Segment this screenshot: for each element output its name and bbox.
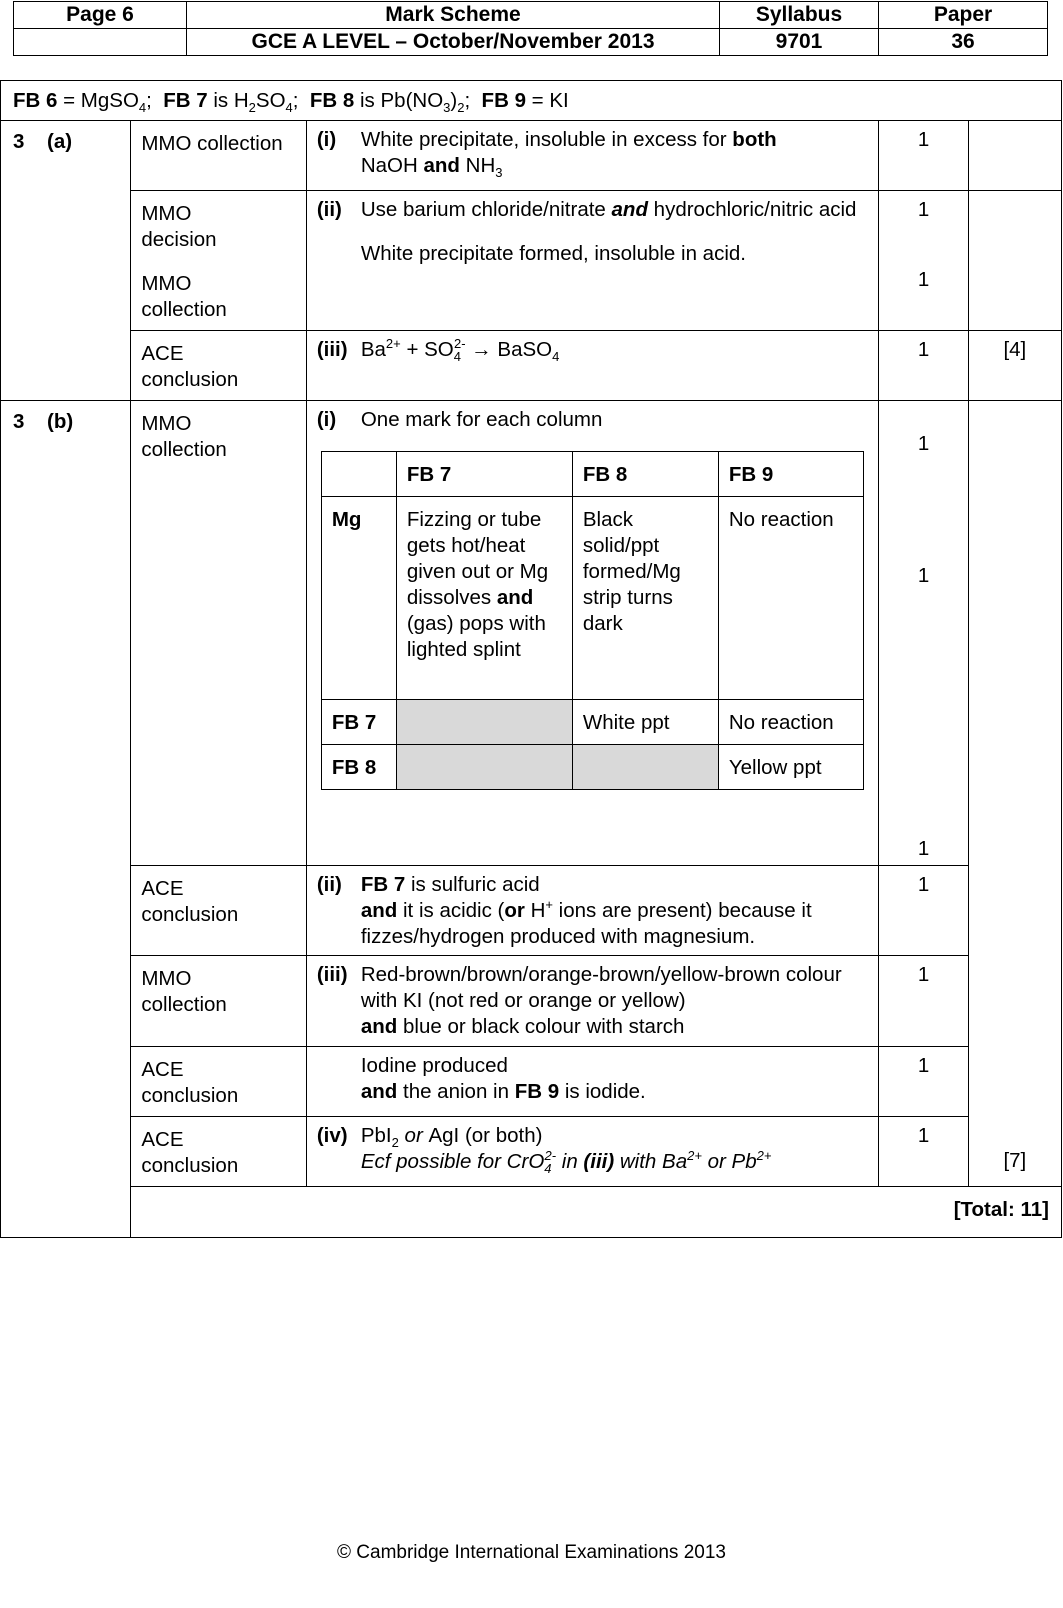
emphasis: (iii) bbox=[583, 1150, 615, 1173]
answer-text: the anion in bbox=[397, 1080, 515, 1103]
answer-text: NH bbox=[459, 154, 496, 177]
answer-3b-i bbox=[306, 401, 879, 866]
emphasis: FB 7 bbox=[360, 873, 406, 896]
mark: 1 bbox=[917, 564, 930, 587]
mark: 1 bbox=[879, 866, 968, 956]
cell-mg-fb8: Black solid/ppt formed/Mg strip turns dark bbox=[572, 497, 718, 700]
skill-label-text: ACE conclusion bbox=[141, 1058, 239, 1107]
question-3a bbox=[1, 121, 131, 401]
answer-text: Iodine produced bbox=[360, 1054, 508, 1077]
doc-title: Mark Scheme bbox=[187, 2, 720, 29]
total-cell bbox=[968, 401, 1061, 1187]
paper-label: Paper bbox=[879, 2, 1048, 29]
observations-table bbox=[321, 451, 864, 790]
question-part: (a) bbox=[47, 130, 73, 153]
copyright-footer: © Cambridge International Examinations 2013 bbox=[337, 1542, 726, 1563]
skill-label bbox=[131, 331, 306, 401]
header-table bbox=[13, 1, 1048, 56]
part-label: (iii) bbox=[316, 338, 348, 361]
answer-text: in bbox=[556, 1150, 584, 1173]
corner-cell bbox=[321, 452, 396, 497]
answer-text: AgI (or both) bbox=[428, 1124, 543, 1147]
skill-label bbox=[131, 401, 306, 866]
total-cell bbox=[968, 121, 1061, 191]
cell-mg-fb9: No reaction bbox=[718, 497, 863, 700]
mark: 1 bbox=[917, 198, 930, 221]
skill-label-stack bbox=[131, 191, 306, 331]
answer-text: with Ba bbox=[614, 1150, 688, 1173]
skill-label: MMO collection bbox=[141, 272, 227, 321]
skill-label bbox=[131, 866, 306, 956]
section-total: [4] bbox=[968, 331, 1061, 401]
answer-text: Use barium chloride/nitrate bbox=[360, 198, 612, 221]
fb9-value: = KI bbox=[525, 89, 569, 112]
cell-text: (gas) pops with lighted splint bbox=[406, 612, 546, 661]
part-label: (iv) bbox=[316, 1124, 348, 1147]
answer-text: + SO bbox=[400, 338, 454, 361]
fb9-label: FB 9 bbox=[481, 89, 526, 112]
answer-text: ions are present) because it fizzes/hydrogen produced with magnesium. bbox=[360, 899, 812, 948]
answer-text: or Pb bbox=[701, 1150, 757, 1173]
skill-label-text: MMO collection bbox=[141, 412, 227, 461]
fb7-value: is H bbox=[207, 89, 249, 112]
mark: 1 bbox=[917, 837, 930, 860]
mark: 1 bbox=[917, 432, 930, 455]
emphasis: or bbox=[398, 1124, 429, 1147]
fb8-value: is Pb(NO bbox=[354, 89, 444, 112]
answer-text: hydrochloric/nitric acid bbox=[647, 198, 857, 221]
cell-fb7-fb8: White ppt bbox=[572, 700, 718, 745]
column-header: FB 8 bbox=[572, 452, 718, 497]
mark-stack bbox=[879, 191, 968, 331]
mark-column bbox=[879, 401, 968, 866]
fb6-label: FB 6 bbox=[13, 89, 58, 112]
question-number: 3 bbox=[13, 130, 25, 153]
answer-text: Ecf possible for CrO bbox=[360, 1150, 545, 1173]
skill-label bbox=[131, 1117, 306, 1187]
skill-label-text: ACE conclusion bbox=[141, 1128, 239, 1177]
answer-3b-iodine bbox=[306, 1047, 879, 1117]
part-label: (iii) bbox=[316, 963, 348, 986]
cell-fb7-fb9: No reaction bbox=[718, 700, 863, 745]
section-total: [7] bbox=[1003, 1149, 1027, 1172]
answer-text: Ba bbox=[360, 338, 386, 361]
skill-label bbox=[131, 956, 306, 1047]
answer-text: H bbox=[524, 899, 546, 922]
answer-3a-iii: (iii) $Ba^{2+} + SO_4^{2-}$ → BaSO$_4$ bbox=[306, 331, 879, 401]
cell-mg-fb7 bbox=[396, 497, 572, 700]
part-label: (ii) bbox=[316, 198, 342, 221]
skill-label: MMO collection bbox=[131, 121, 306, 191]
emphasis: and bbox=[360, 899, 398, 922]
fb8-label: FB 8 bbox=[309, 89, 355, 112]
answer-text: One mark for each column bbox=[360, 408, 603, 431]
mark: 1 bbox=[917, 268, 930, 291]
emphasis: both bbox=[732, 128, 777, 151]
question-number: 3 bbox=[13, 410, 25, 433]
answer-text: → BaSO bbox=[465, 338, 553, 361]
row-header: Mg bbox=[321, 497, 396, 700]
answer-text: NaOH bbox=[360, 154, 424, 177]
skill-label: MMO decision bbox=[141, 202, 217, 251]
exam-name: GCE A LEVEL – October/November 2013 bbox=[187, 29, 720, 56]
emphasis: FB 9 bbox=[514, 1080, 560, 1103]
answer-3b-iv: (iv) PbI$_2$ or AgI (or both) Ecf possible for CrO$_4^{2-}$ in (iii) with $Ba^{2+}$ or $Pb^{2+}$ bbox=[306, 1117, 879, 1187]
question-part: (b) bbox=[47, 410, 74, 433]
answer-text: PbI bbox=[360, 1124, 392, 1147]
skill-label-text: ACE conclusion bbox=[141, 342, 239, 391]
mark: 1 bbox=[879, 1047, 968, 1117]
answer-3a-ii bbox=[306, 191, 879, 331]
answer-text: White precipitate formed, insoluble in acid. bbox=[360, 242, 746, 265]
mark: 1 bbox=[879, 331, 968, 401]
answer-3b-ii: (ii) FB 7 is sulfuric acid and it is acidic (or H+ ions are present) because it fizzes/hydrogen produced with magnesium. bbox=[306, 866, 879, 956]
skill-label-text: ACE conclusion bbox=[141, 877, 239, 926]
answer-text: White precipitate, insoluble in excess for bbox=[360, 128, 733, 151]
fb6-value: = MgSO bbox=[57, 89, 139, 112]
column-header: FB 9 bbox=[718, 452, 863, 497]
syllabus-code: 9701 bbox=[720, 29, 879, 56]
question-3b bbox=[1, 401, 131, 1238]
emphasis: and bbox=[360, 1015, 398, 1038]
emphasis: and bbox=[611, 198, 648, 221]
row-header: FB 7 bbox=[321, 700, 396, 745]
cell-text: Fizzing or tube gets hot/heat given out or Mg dissolves bbox=[406, 508, 549, 609]
part-label: (i) bbox=[316, 408, 337, 431]
substance-key: FB 6 = MgSO$_4$; FB 7 is $H_2SO_4$; FB 8 is $Pb(NO_3)_2$; FB 9 = KI bbox=[1, 81, 1062, 121]
mark-scheme-table bbox=[0, 80, 1062, 1238]
shaded-cell bbox=[396, 745, 572, 790]
emphasis: and bbox=[496, 586, 534, 609]
answer-text: blue or black colour with starch bbox=[397, 1015, 685, 1038]
part-label: (i) bbox=[316, 128, 337, 151]
blank-cell bbox=[14, 29, 187, 56]
paper-code: 36 bbox=[879, 29, 1048, 56]
part-label: (ii) bbox=[316, 873, 342, 896]
answer-3b-iii bbox=[306, 956, 879, 1047]
grand-total: [Total: 11] bbox=[131, 1187, 1062, 1238]
column-header: FB 7 bbox=[396, 452, 572, 497]
shaded-cell bbox=[396, 700, 572, 745]
answer-text: is sulfuric acid bbox=[405, 873, 540, 896]
emphasis: or bbox=[504, 899, 525, 922]
fb7-label: FB 7 bbox=[163, 89, 208, 112]
answer-text: is iodide. bbox=[559, 1080, 646, 1103]
syllabus-label: Syllabus bbox=[720, 2, 879, 29]
cell-fb8-fb9: Yellow ppt bbox=[718, 745, 863, 790]
emphasis: and bbox=[423, 154, 460, 177]
page-number: Page 6 bbox=[14, 2, 187, 29]
mark: 1 bbox=[879, 1117, 968, 1187]
mark: 1 bbox=[879, 956, 968, 1047]
answer-3a-i: (i) White precipitate, insoluble in excess for both NaOH and $NH_3$ bbox=[306, 121, 879, 191]
skill-label-text: MMO collection bbox=[141, 967, 227, 1016]
answer-text: it is acidic ( bbox=[397, 899, 505, 922]
shaded-cell bbox=[572, 745, 718, 790]
total-cell bbox=[968, 191, 1061, 331]
row-header: FB 8 bbox=[321, 745, 396, 790]
mark: 1 bbox=[879, 121, 968, 191]
skill-label bbox=[131, 1047, 306, 1117]
emphasis: and bbox=[360, 1080, 398, 1103]
answer-text: Red-brown/brown/orange-brown/yellow-brown colour with KI (not red or orange or yellow) bbox=[360, 963, 842, 1012]
